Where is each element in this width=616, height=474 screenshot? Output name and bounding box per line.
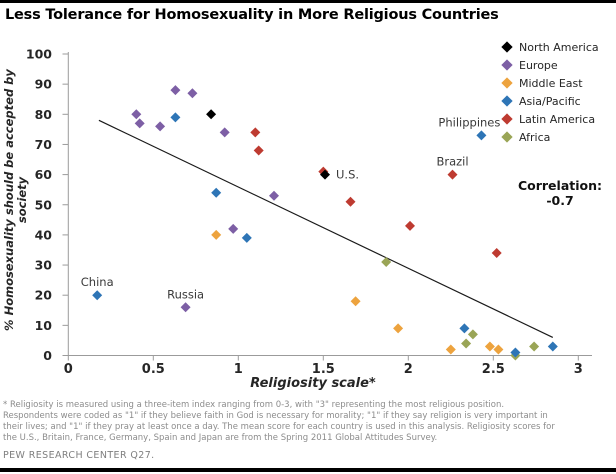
data-point-asia-pacific — [170, 112, 180, 122]
footnote-line: the U.S., Britain, France, Germany, Spain and Japan are from the Spring 2011 Global Attitudes Survey. — [3, 433, 438, 443]
legend-item-europe — [503, 56, 599, 74]
footnote-line: their lives; and "1" if they pray at least once a day. The mean score for each country is used in this analysis. Religiosity scores for — [3, 422, 555, 432]
data-point-latin-america — [448, 170, 458, 180]
data-point-europe — [135, 118, 145, 128]
x-tick-label: 2 — [403, 362, 413, 377]
country-label-china: China — [80, 275, 114, 290]
source-attribution: PEW RESEARCH CENTER Q27. — [3, 450, 155, 461]
data-point-europe — [155, 121, 165, 131]
legend-label: North America — [519, 40, 599, 54]
y-tick-label: 80 — [34, 106, 52, 122]
legend-diamond-icon — [501, 131, 512, 142]
data-point-latin-america — [346, 197, 356, 207]
y-tick-label: 30 — [34, 257, 52, 273]
legend-label: Latin America — [519, 112, 596, 126]
data-point-asia-pacific — [92, 290, 102, 300]
legend-item-middle-east — [503, 74, 599, 92]
x-tick-label: 1 — [233, 362, 243, 377]
data-point-africa — [529, 341, 539, 351]
country-label-u-s-: U.S. — [336, 167, 360, 182]
data-point-middle-east — [211, 230, 221, 240]
data-point-latin-america — [492, 248, 502, 258]
y-tick-label: 50 — [34, 197, 52, 213]
x-tick-label: 2.5 — [481, 362, 505, 377]
data-point-latin-america — [405, 221, 415, 231]
legend-item-north-america — [503, 38, 599, 56]
data-point-europe — [170, 85, 180, 95]
legend-item-africa — [503, 128, 599, 146]
legend-label: Africa — [519, 130, 551, 144]
data-point-africa — [461, 338, 471, 348]
y-tick-label: 90 — [34, 76, 52, 92]
y-tick-label: 100 — [25, 46, 52, 62]
x-axis-title: Religiosity scale* — [250, 376, 376, 391]
correlation-value: -0.7 — [546, 193, 574, 208]
country-label-russia: Russia — [167, 287, 205, 302]
correlation-label: Correlation: — [517, 178, 603, 193]
data-point-europe — [131, 109, 141, 119]
y-axis-title — [3, 45, 29, 355]
data-point-europe — [228, 224, 238, 234]
data-point-latin-america — [250, 127, 260, 137]
correlation-note — [505, 178, 615, 208]
data-point-europe — [220, 127, 230, 137]
y-axis-title-line1: % Homosexuality should be accepted by — [2, 69, 16, 331]
footnote — [3, 400, 616, 444]
x-tick-label: 3 — [573, 362, 583, 377]
data-point-middle-east — [485, 341, 495, 351]
data-point-europe — [181, 302, 191, 312]
country-label-philippines: Philippines — [438, 115, 501, 130]
legend-item-latin-america — [503, 110, 599, 128]
footnote-line: * Religiosity is measured using a three-item index ranging from 0-3, with "3" representing the most religious position. — [3, 400, 505, 410]
data-point-middle-east — [351, 296, 361, 306]
data-point-middle-east — [493, 344, 503, 354]
bottom-rule — [0, 468, 616, 472]
country-label-brazil: Brazil — [436, 154, 469, 169]
y-tick-label: 40 — [34, 227, 52, 243]
data-point-middle-east — [393, 323, 403, 333]
y-axis-title-line2: society — [15, 176, 29, 224]
legend-diamond-icon — [501, 95, 512, 106]
legend-diamond-icon — [501, 113, 512, 124]
y-tick-label: 60 — [34, 167, 52, 183]
y-tick-label: 20 — [34, 287, 52, 303]
data-point-europe — [269, 191, 279, 201]
data-point-africa — [468, 329, 478, 339]
data-point-north-america — [206, 109, 216, 119]
y-tick-label: 10 — [34, 317, 52, 333]
data-point-europe — [187, 88, 197, 98]
x-tick-label: 0 — [63, 362, 73, 377]
footnote-line: Respondents were coded as "1" if they believe faith in God is necessary for morality; "1" if they say religion is very important in — [3, 411, 548, 421]
legend-label: Asia/Pacific — [519, 94, 581, 108]
legend-diamond-icon — [501, 41, 512, 52]
trend-line — [99, 120, 553, 337]
legend-item-asia-pacific — [503, 92, 599, 110]
legend-diamond-icon — [501, 77, 512, 88]
x-tick-label: 0.5 — [141, 362, 165, 377]
x-tick-label: 1.5 — [311, 362, 335, 377]
legend — [503, 38, 599, 146]
y-tick-label: 0 — [43, 348, 52, 363]
data-point-asia-pacific — [459, 323, 469, 333]
data-point-middle-east — [446, 344, 456, 354]
legend-label: Middle East — [519, 76, 583, 90]
legend-label: Europe — [519, 58, 558, 72]
legend-diamond-icon — [501, 59, 512, 70]
data-point-africa — [381, 257, 391, 267]
data-point-asia-pacific — [476, 130, 486, 140]
y-tick-label: 70 — [34, 136, 52, 152]
data-point-latin-america — [254, 145, 264, 155]
chart-title: Less Tolerance for Homosexuality in More Religious Countries — [5, 7, 499, 23]
data-point-asia-pacific — [211, 188, 221, 198]
data-point-asia-pacific — [548, 341, 558, 351]
data-point-asia-pacific — [242, 233, 252, 243]
